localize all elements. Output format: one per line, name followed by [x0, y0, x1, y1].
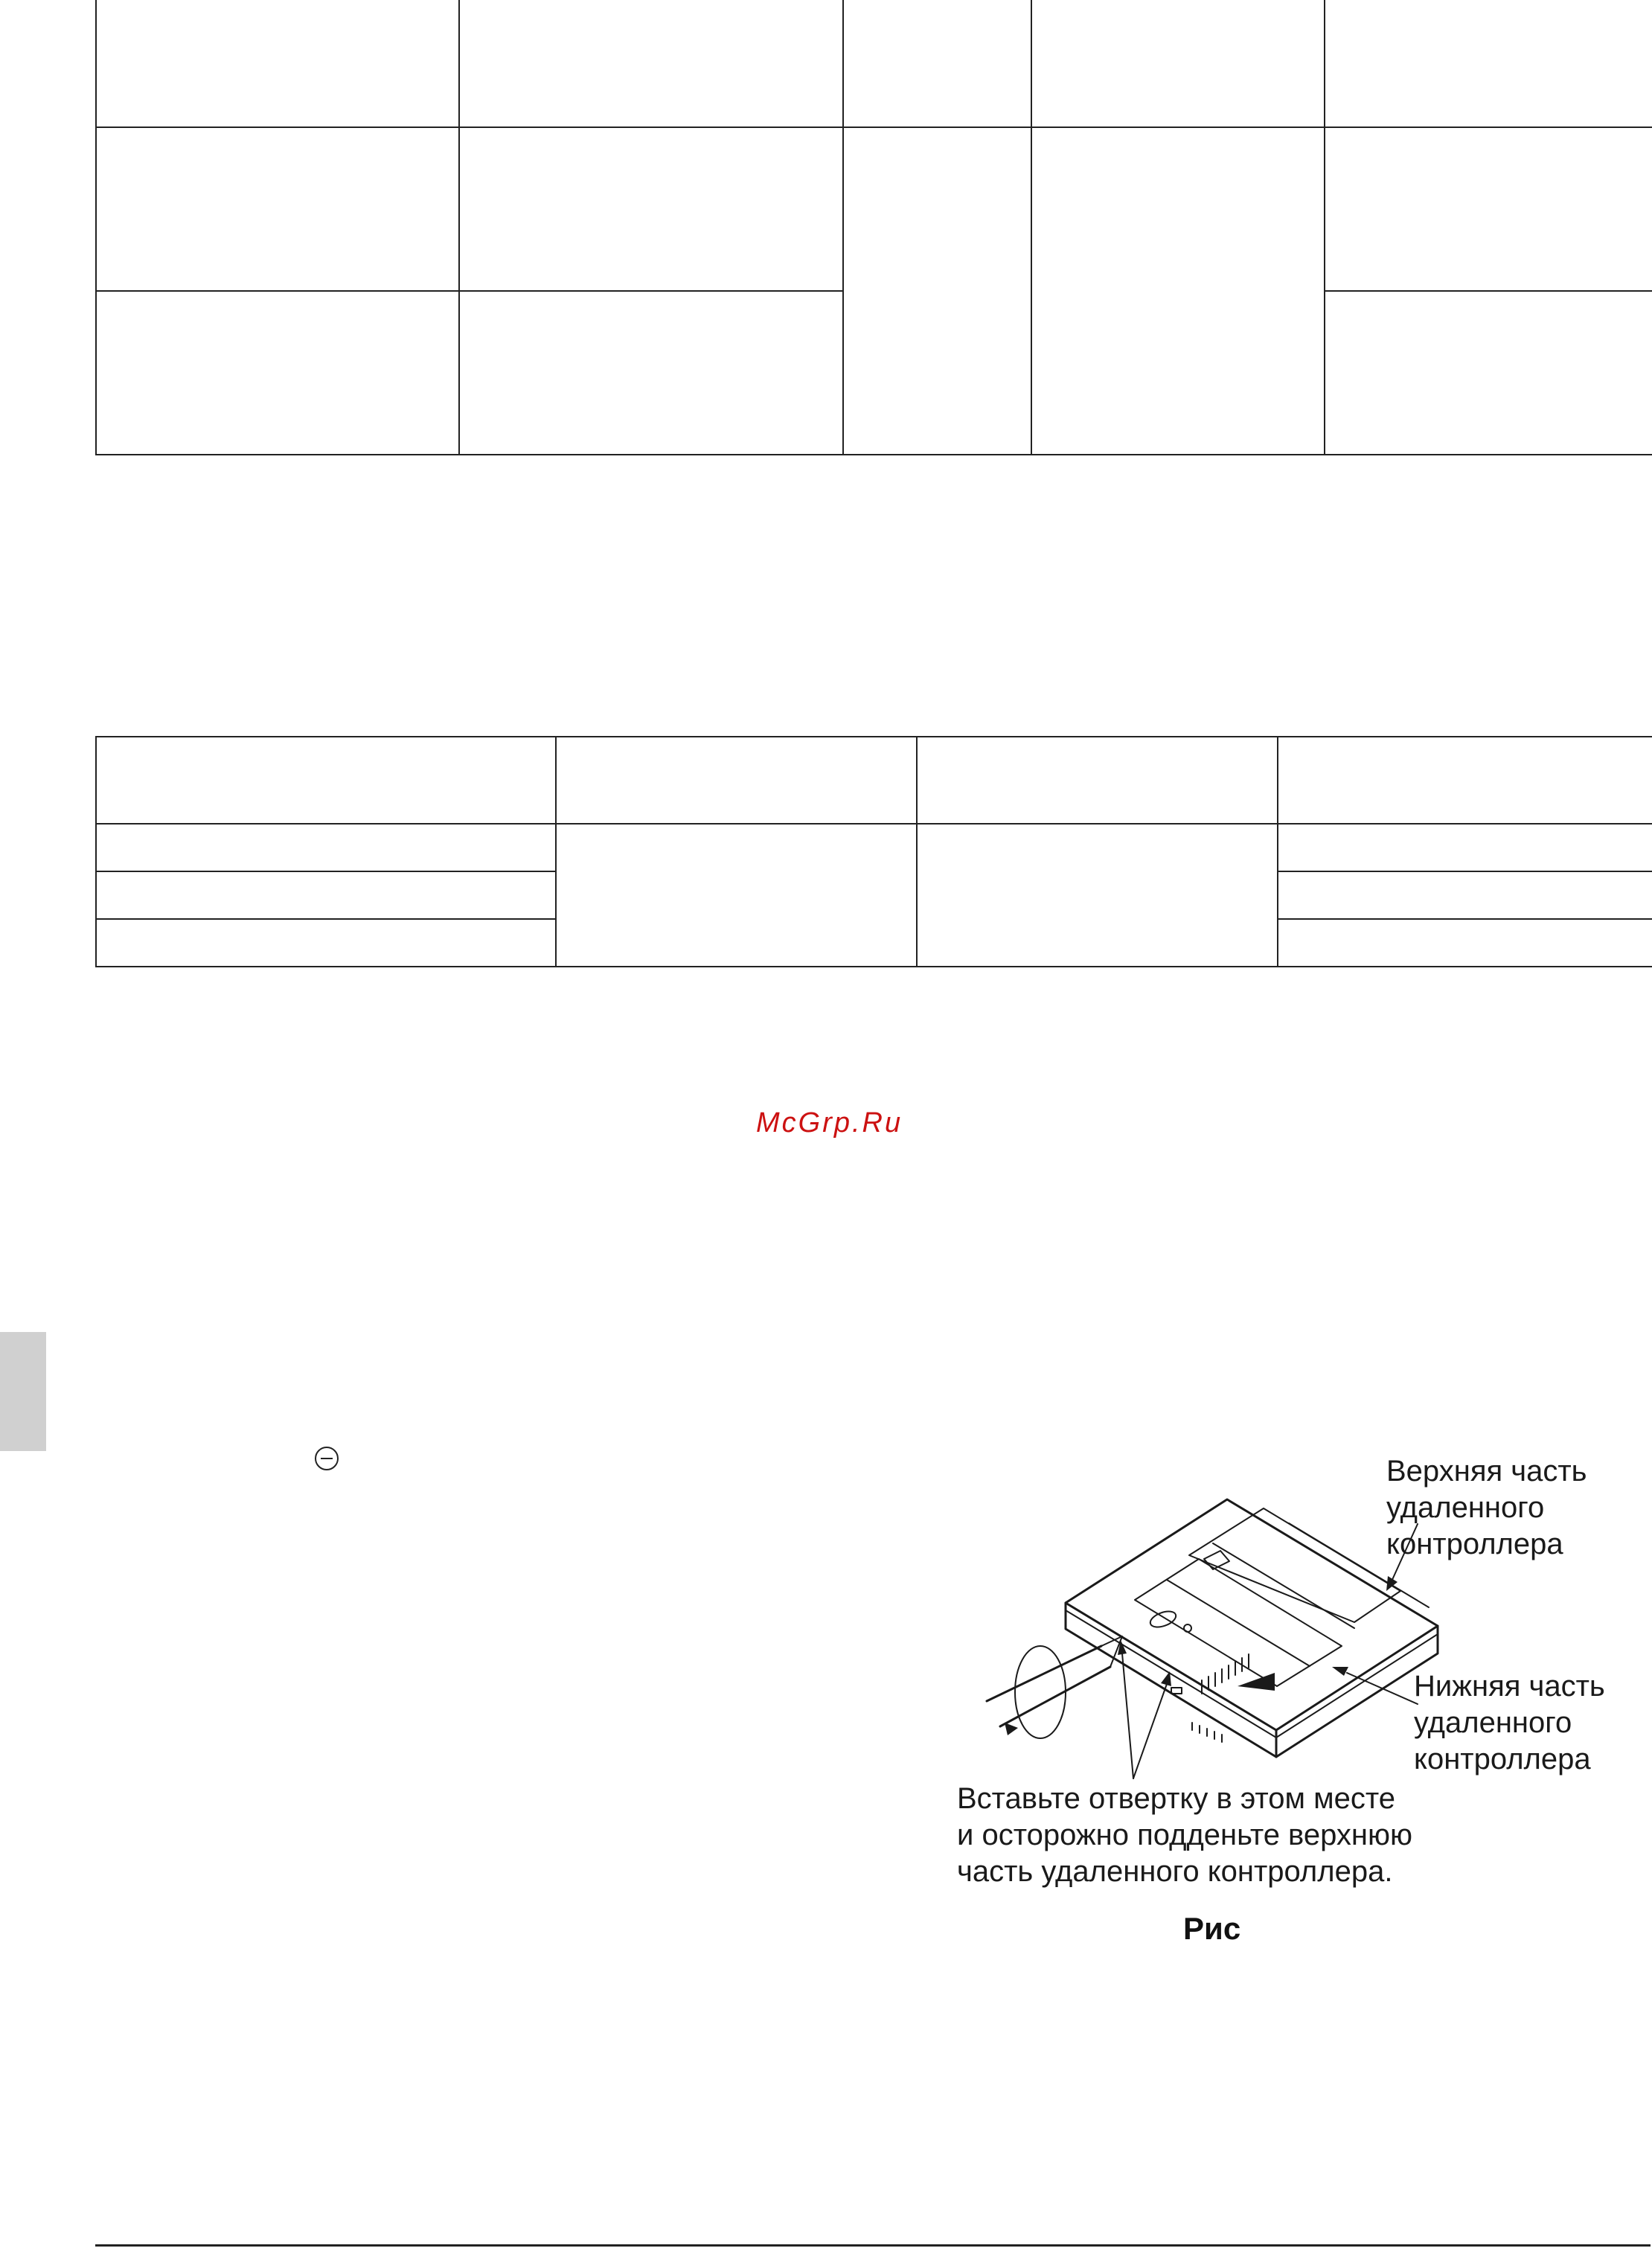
label-line: и осторожно подденьте верхнюю	[957, 1819, 1412, 1851]
table-cell	[459, 0, 843, 127]
lower-part-label	[1414, 1668, 1605, 1778]
table-cell	[459, 291, 843, 455]
instruction-label	[957, 1781, 1412, 1890]
second-table	[95, 736, 1652, 967]
label-line: Верхняя часть	[1386, 1455, 1587, 1488]
table-cell	[96, 127, 459, 291]
table-cell	[1278, 919, 1652, 967]
label-line: Вставьте отвертку в этом месте	[957, 1782, 1395, 1815]
label-line: контроллера	[1386, 1528, 1563, 1560]
footer-rule	[95, 2244, 1651, 2247]
side-tab	[0, 1332, 46, 1451]
top-table	[95, 0, 1652, 455]
circled-minus-icon	[315, 1447, 339, 1470]
table-cell	[843, 0, 1031, 127]
remote-controller-body	[1066, 1499, 1438, 1757]
table-cell	[843, 127, 1031, 455]
table-cell	[556, 737, 917, 824]
watermark: McGrp.Ru	[756, 1107, 903, 1139]
table-cell	[917, 824, 1278, 967]
table-cell	[96, 737, 556, 824]
table-cell	[96, 824, 556, 871]
table-cell	[917, 737, 1278, 824]
table-cell	[1278, 824, 1652, 871]
table-cell	[556, 824, 917, 967]
table-cell	[1325, 0, 1652, 127]
figure-caption: Рис	[1183, 1911, 1241, 1946]
table-cell	[96, 0, 459, 127]
upper-part-label	[1386, 1453, 1587, 1563]
table-cell	[1278, 871, 1652, 919]
table-cell	[96, 291, 459, 455]
table-cell	[1031, 127, 1325, 455]
table-cell	[96, 871, 556, 919]
label-line: контроллера	[1414, 1743, 1591, 1775]
table-cell	[1325, 127, 1652, 291]
label-line: удаленного	[1386, 1491, 1545, 1524]
table-cell	[1278, 737, 1652, 824]
label-line: часть удаленного контроллера.	[957, 1855, 1393, 1888]
label-line: удаленного	[1414, 1706, 1572, 1739]
table-cell	[459, 127, 843, 291]
label-line: Нижняя часть	[1414, 1670, 1605, 1703]
table-cell	[96, 919, 556, 967]
table-cell	[1325, 291, 1652, 455]
table-cell	[1031, 0, 1325, 127]
